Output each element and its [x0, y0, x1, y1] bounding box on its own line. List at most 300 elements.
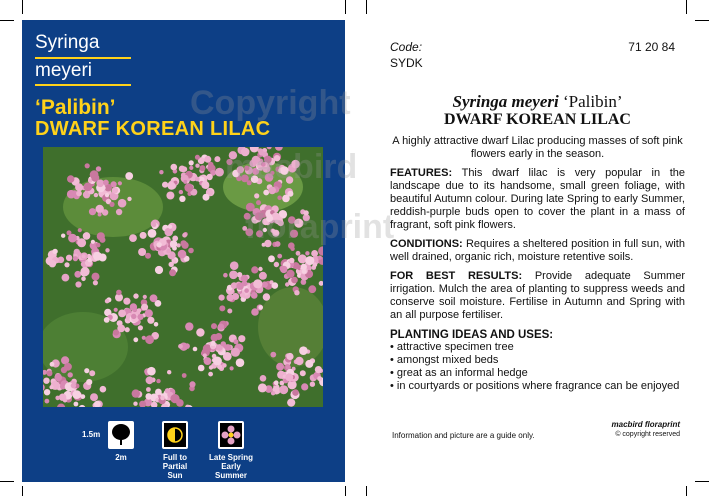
- lilac-floret: [251, 308, 259, 316]
- lilac-floret: [258, 383, 267, 392]
- lilac-floret: [179, 196, 185, 202]
- lilac-floret: [152, 222, 157, 227]
- divider-rule: [35, 57, 131, 59]
- list-item: • amongst mixed beds: [390, 354, 685, 367]
- lilac-floret: [301, 264, 307, 270]
- lilac-floret: [146, 387, 151, 392]
- lilac-floret: [256, 230, 263, 237]
- lilac-floret: [167, 370, 171, 374]
- lilac-floret: [168, 225, 172, 229]
- lilac-floret: [61, 234, 65, 238]
- lilac-floret: [85, 163, 90, 168]
- lilac-floret: [105, 193, 109, 197]
- lilac-floret: [303, 210, 308, 215]
- lilac-floret: [62, 274, 70, 282]
- lilac-floret: [127, 197, 131, 201]
- lilac-floret: [91, 240, 95, 244]
- planting-list: [390, 341, 685, 393]
- lilac-floret: [94, 193, 98, 197]
- list-item: • attractive specimen tree: [390, 341, 685, 354]
- lilac-floret: [55, 396, 60, 401]
- lilac-floret: [118, 310, 126, 318]
- lilac-floret: [137, 314, 143, 320]
- lilac-floret: [83, 232, 91, 240]
- crop-mark: [345, 486, 346, 496]
- crop-mark: [686, 486, 687, 496]
- lilac-floret: [214, 156, 220, 162]
- lilac-floret: [313, 262, 318, 267]
- label-front-panel: [22, 20, 345, 482]
- lilac-floret: [43, 378, 49, 384]
- lilac-floret: [49, 260, 56, 267]
- lilac-floret: [105, 299, 110, 304]
- lilac-floret: [201, 181, 209, 189]
- lilac-floret: [81, 277, 86, 282]
- lilac-floret: [189, 381, 195, 387]
- brand-logo: macbird floraprint: [611, 420, 680, 429]
- lilac-floret: [270, 352, 276, 358]
- crop-mark: [0, 481, 14, 482]
- lilac-floret: [200, 165, 206, 171]
- lilac-floret: [50, 362, 55, 367]
- lilac-floret: [286, 365, 291, 370]
- lilac-floret: [218, 324, 224, 330]
- watermark: Copyright: [190, 84, 351, 122]
- lilac-floret: [78, 228, 82, 232]
- lilac-floret: [82, 254, 86, 258]
- lilac-floret: [93, 252, 102, 261]
- sun-caption: [152, 453, 198, 480]
- flower-caption-line: Early: [221, 462, 241, 471]
- lilac-floret: [227, 309, 232, 314]
- lilac-floret: [80, 267, 89, 276]
- lilac-floret: [300, 370, 306, 376]
- lilac-floret: [90, 393, 98, 401]
- lilac-floret: [276, 363, 284, 371]
- lilac-floret: [211, 341, 216, 346]
- best-results-label: FOR BEST RESULTS:: [390, 270, 523, 282]
- lilac-floret: [100, 386, 107, 393]
- lilac-floret: [195, 177, 200, 182]
- lilac-floret: [193, 347, 198, 352]
- lilac-floret: [317, 376, 322, 381]
- lilac-floret: [227, 294, 234, 301]
- lilac-floret: [141, 304, 148, 311]
- lilac-floret: [280, 166, 289, 175]
- lilac-floret: [188, 248, 194, 254]
- lilac-floret: [195, 155, 200, 160]
- lilac-floret: [189, 166, 193, 170]
- lilac-floret: [289, 258, 295, 264]
- flower-caption-line: Late Spring: [208, 453, 253, 462]
- lilac-floret: [44, 389, 50, 395]
- lilac-floret: [301, 383, 308, 390]
- planting-heading: PLANTING IDEAS AND USES:: [390, 329, 554, 341]
- code-label: Code:: [390, 40, 423, 54]
- lilac-floret: [208, 372, 213, 377]
- lilac-floret: [169, 262, 174, 267]
- lilac-floret: [219, 295, 225, 301]
- lilac-floret: [145, 253, 151, 259]
- lilac-floret: [138, 248, 146, 256]
- lilac-floret: [204, 156, 211, 163]
- lilac-floret: [179, 166, 185, 172]
- lilac-floret: [296, 251, 301, 256]
- lilac-floret: [260, 375, 267, 382]
- lilac-floret: [84, 183, 93, 192]
- lilac-floret: [182, 373, 187, 378]
- lilac-floret: [59, 394, 66, 401]
- crop-mark: [22, 0, 23, 14]
- lilac-floret: [236, 358, 245, 367]
- lilac-floret: [150, 294, 158, 302]
- title-botanical: [390, 92, 685, 111]
- lilac-floret: [242, 226, 247, 231]
- lilac-floret: [203, 353, 207, 357]
- lilac-floret: [264, 240, 271, 247]
- lilac-floret: [71, 383, 76, 388]
- lilac-floret: [204, 357, 212, 365]
- lilac-floret: [223, 273, 228, 278]
- lilac-floret: [310, 382, 315, 387]
- lilac-floret: [268, 187, 276, 195]
- lilac-floret: [118, 199, 127, 208]
- features-text: This dwarf lilac is very popular in the landscape due to its handsome, small green foliage, with beautiful Autumn colour. During late Spring to early Summer, reddish-purple buds open to cover the plant in a mass of fragrant, soft pink flowers.: [390, 167, 686, 231]
- sun-caption-line: Full to: [163, 453, 187, 462]
- crop-mark: [345, 0, 346, 14]
- lilac-floret: [116, 290, 122, 296]
- lilac-floret: [230, 366, 234, 370]
- lilac-floret: [171, 164, 178, 171]
- lilac-floret: [183, 180, 187, 184]
- lilac-floret: [244, 288, 249, 293]
- crop-mark: [695, 20, 709, 21]
- lilac-floret: [143, 295, 147, 299]
- lilac-floret: [64, 363, 72, 371]
- lilac-floret: [159, 170, 163, 174]
- lilac-floret: [133, 337, 138, 342]
- lilac-floret: [52, 249, 57, 254]
- lilac-floret: [272, 282, 279, 289]
- lilac-floret: [279, 385, 288, 394]
- lilac-floret: [230, 261, 239, 270]
- cultivar-title: ‘Palibin’: [563, 92, 623, 111]
- lilac-floret: [68, 372, 73, 377]
- lilac-floret: [302, 269, 307, 274]
- watermark: macbird: [225, 148, 358, 186]
- lilac-floret: [256, 200, 261, 205]
- lilac-floret: [208, 162, 214, 168]
- product-number: 71 20 84: [628, 40, 675, 54]
- lilac-floret: [123, 298, 130, 305]
- lilac-floret: [148, 229, 157, 238]
- lilac-floret: [274, 380, 279, 385]
- lilac-floret: [98, 213, 102, 217]
- lilac-floret: [203, 194, 210, 201]
- care-icons: [22, 403, 345, 482]
- lilac-floret: [84, 368, 89, 373]
- lilac-floret: [277, 254, 282, 259]
- lilac-floret: [137, 308, 142, 313]
- plant-photo: [43, 147, 323, 407]
- lilac-floret: [244, 213, 251, 220]
- lilac-floret: [104, 317, 110, 323]
- lilac-floret: [118, 181, 122, 185]
- lilac-floret: [263, 293, 270, 300]
- botanical-name: Syringa meyeri: [452, 92, 559, 111]
- lilac-floret: [73, 256, 78, 261]
- lilac-floret: [292, 389, 299, 396]
- lilac-floret: [231, 282, 238, 289]
- sun-caption-line: Sun: [167, 471, 183, 480]
- lilac-floret: [195, 164, 199, 168]
- lilac-floret: [305, 360, 313, 368]
- lilac-floret: [49, 385, 53, 389]
- title-common-name: DWARF KOREAN LILAC: [444, 111, 631, 128]
- watermark: floraprint: [245, 208, 395, 246]
- width-label: 2m: [115, 453, 127, 462]
- lilac-floret: [47, 370, 53, 376]
- best-results-section: [390, 270, 685, 322]
- lilac-floret: [275, 241, 281, 247]
- lilac-floret: [168, 182, 176, 190]
- lilac-floret: [255, 212, 263, 220]
- lilac-floret: [93, 280, 98, 285]
- lilac-floret: [198, 365, 205, 372]
- lilac-floret: [237, 166, 244, 173]
- lilac-floret: [286, 353, 293, 360]
- lilac-floret: [184, 183, 193, 192]
- lilac-floret: [178, 344, 183, 349]
- lilac-floret: [226, 159, 232, 165]
- lilac-floret: [109, 202, 114, 207]
- crop-mark: [22, 486, 23, 496]
- lilac-floret: [308, 285, 316, 293]
- lilac-floret: [286, 270, 294, 278]
- lilac-floret: [155, 266, 163, 274]
- lilac-floret: [133, 293, 138, 298]
- lilac-floret: [231, 348, 240, 357]
- crop-mark: [366, 0, 367, 14]
- code-value: SYDK: [390, 56, 423, 70]
- lilac-floret: [241, 148, 250, 157]
- lilac-floret: [259, 272, 267, 280]
- lilac-floret: [182, 242, 189, 249]
- lilac-floret: [247, 180, 252, 185]
- list-item: • in courtyards or positions where fragrance can be enjoyed: [390, 380, 685, 393]
- disclaimer: Information and picture are a guide only.: [392, 431, 535, 440]
- lilac-floret: [147, 317, 154, 324]
- lilac-floret: [76, 191, 82, 197]
- conditions-label: CONDITIONS:: [390, 238, 463, 250]
- crop-mark: [695, 481, 709, 482]
- lilac-floret: [315, 366, 322, 373]
- lilac-floret: [96, 205, 104, 213]
- lilac-floret: [166, 249, 171, 254]
- lilac-floret: [138, 325, 143, 330]
- flower-caption-line: Summer: [214, 471, 247, 480]
- conditions-section: [390, 238, 685, 264]
- lilac-floret: [145, 309, 153, 317]
- height-label: 1.5m: [82, 430, 101, 439]
- lilac-floret: [125, 327, 130, 332]
- lilac-floret: [234, 339, 239, 344]
- sun-icon: [162, 421, 188, 449]
- lilac-floret: [89, 370, 95, 376]
- lilac-floret: [274, 262, 279, 267]
- lilac-floret: [258, 305, 263, 310]
- lilac-floret: [129, 234, 137, 242]
- lilac-floret: [66, 255, 72, 261]
- lilac-floret: [295, 357, 303, 365]
- tree-icon: [108, 421, 134, 449]
- lilac-floret: [113, 329, 119, 335]
- lilac-floret: [196, 328, 204, 336]
- lilac-photo-illustration: [43, 147, 323, 407]
- lilac-floret: [157, 242, 162, 247]
- lilac-floret: [251, 292, 258, 299]
- lilac-floret: [74, 271, 81, 278]
- lilac-floret: [262, 281, 268, 287]
- flowering-caption: [204, 453, 258, 480]
- lilac-floret: [244, 166, 249, 171]
- lilac-floret: [105, 248, 109, 252]
- features-label: FEATURES:: [390, 167, 453, 179]
- lilac-floret: [274, 155, 280, 161]
- lilac-floret: [179, 190, 183, 194]
- lilac-floret: [299, 346, 308, 355]
- lilac-floret: [219, 305, 225, 311]
- lilac-floret: [67, 190, 76, 199]
- lilac-floret: [209, 365, 213, 369]
- lilac-floret: [103, 180, 109, 186]
- lilac-floret: [241, 275, 248, 282]
- lilac-floret: [318, 256, 322, 260]
- lilac-floret: [68, 234, 77, 243]
- lilac-floret: [215, 168, 224, 177]
- lilac-floret: [238, 335, 245, 342]
- flower-icon: [218, 421, 244, 449]
- cultivar-name: ‘Palibin’: [35, 96, 116, 119]
- lilac-floret: [96, 180, 104, 188]
- lilac-floret: [213, 357, 222, 366]
- lilac-floret: [132, 389, 140, 397]
- lilac-floret: [75, 281, 81, 287]
- lilac-floret: [285, 282, 289, 286]
- lilac-floret: [265, 173, 274, 182]
- lilac-floret: [86, 379, 92, 385]
- list-item: • great as an informal hedge: [390, 367, 685, 380]
- lilac-floret: [166, 192, 174, 200]
- lilac-floret: [286, 176, 293, 183]
- lilac-floret: [146, 376, 154, 384]
- lilac-floret: [89, 208, 96, 215]
- lilac-floret: [251, 266, 258, 273]
- conditions-text: Requires a sheltered position in full sun, with well drained, organic rich, moisture retentive soils.: [390, 238, 685, 263]
- lilac-floret: [154, 322, 159, 327]
- lilac-floret: [160, 396, 165, 401]
- lilac-floret: [132, 307, 136, 311]
- lilac-floret: [263, 190, 269, 196]
- lilac-floret: [294, 219, 303, 228]
- species-name: meyeri: [35, 60, 93, 81]
- lilac-floret: [222, 363, 227, 368]
- lilac-floret: [156, 379, 160, 383]
- lilac-floret: [211, 323, 217, 329]
- lilac-floret: [97, 232, 105, 240]
- lilac-floret: [290, 247, 294, 251]
- lilac-floret: [211, 334, 219, 342]
- lilac-floret: [263, 228, 267, 232]
- lilac-floret: [125, 172, 133, 180]
- lilac-floret: [268, 255, 275, 262]
- features-section: [390, 167, 685, 232]
- lilac-floret: [72, 390, 81, 399]
- lilac-floret: [291, 160, 300, 169]
- lilac-floret: [298, 254, 307, 263]
- lilac-floret: [182, 233, 187, 238]
- crop-mark: [686, 0, 687, 14]
- lilac-floret: [206, 174, 212, 180]
- lilac-floret: [67, 175, 74, 182]
- lilac-floret: [140, 232, 147, 239]
- lilac-floret: [258, 267, 262, 271]
- label-back-panel: [390, 40, 685, 393]
- lilac-floret: [165, 388, 170, 393]
- lilac-floret: [92, 273, 100, 281]
- lilac-floret: [203, 344, 211, 352]
- lilac-floret: [259, 150, 264, 155]
- intro-text: A highly attractive dwarf Lilac producing masses of soft pink flowers early in the season.: [392, 135, 683, 160]
- lilac-floret: [147, 367, 156, 376]
- lilac-floret: [294, 290, 299, 295]
- lilac-floret: [266, 215, 273, 222]
- lilac-floret: [231, 271, 238, 278]
- lilac-floret: [164, 228, 173, 237]
- crop-mark: [366, 486, 367, 496]
- lilac-floret: [278, 220, 284, 226]
- lilac-floret: [169, 269, 176, 276]
- lilac-floret: [96, 243, 101, 248]
- lilac-floret: [170, 240, 178, 248]
- divider-rule: [35, 84, 131, 86]
- crop-mark: [0, 20, 14, 21]
- lilac-floret: [290, 230, 298, 238]
- code-row: [390, 40, 685, 56]
- lilac-floret: [277, 196, 282, 201]
- lilac-floret: [114, 308, 118, 312]
- lilac-floret: [271, 391, 275, 395]
- lilac-floret: [112, 187, 118, 193]
- lilac-floret: [77, 238, 86, 247]
- lilac-floret: [54, 374, 62, 382]
- lilac-floret: [271, 229, 275, 233]
- lilac-floret: [305, 251, 309, 255]
- lilac-floret: [253, 279, 262, 288]
- sun-caption-line: Partial: [162, 462, 188, 471]
- lilac-floret: [162, 182, 168, 188]
- lilac-floret: [254, 193, 259, 198]
- copyright-notice: © copyright reserved: [615, 431, 680, 438]
- lilac-floret: [280, 266, 287, 273]
- lilac-floret: [261, 162, 266, 167]
- lilac-floret: [64, 262, 69, 267]
- lilac-floret: [291, 277, 298, 284]
- lilac-floret: [96, 166, 101, 171]
- lilac-floret: [185, 322, 193, 330]
- lilac-floret: [145, 335, 154, 344]
- lilac-floret: [131, 314, 136, 319]
